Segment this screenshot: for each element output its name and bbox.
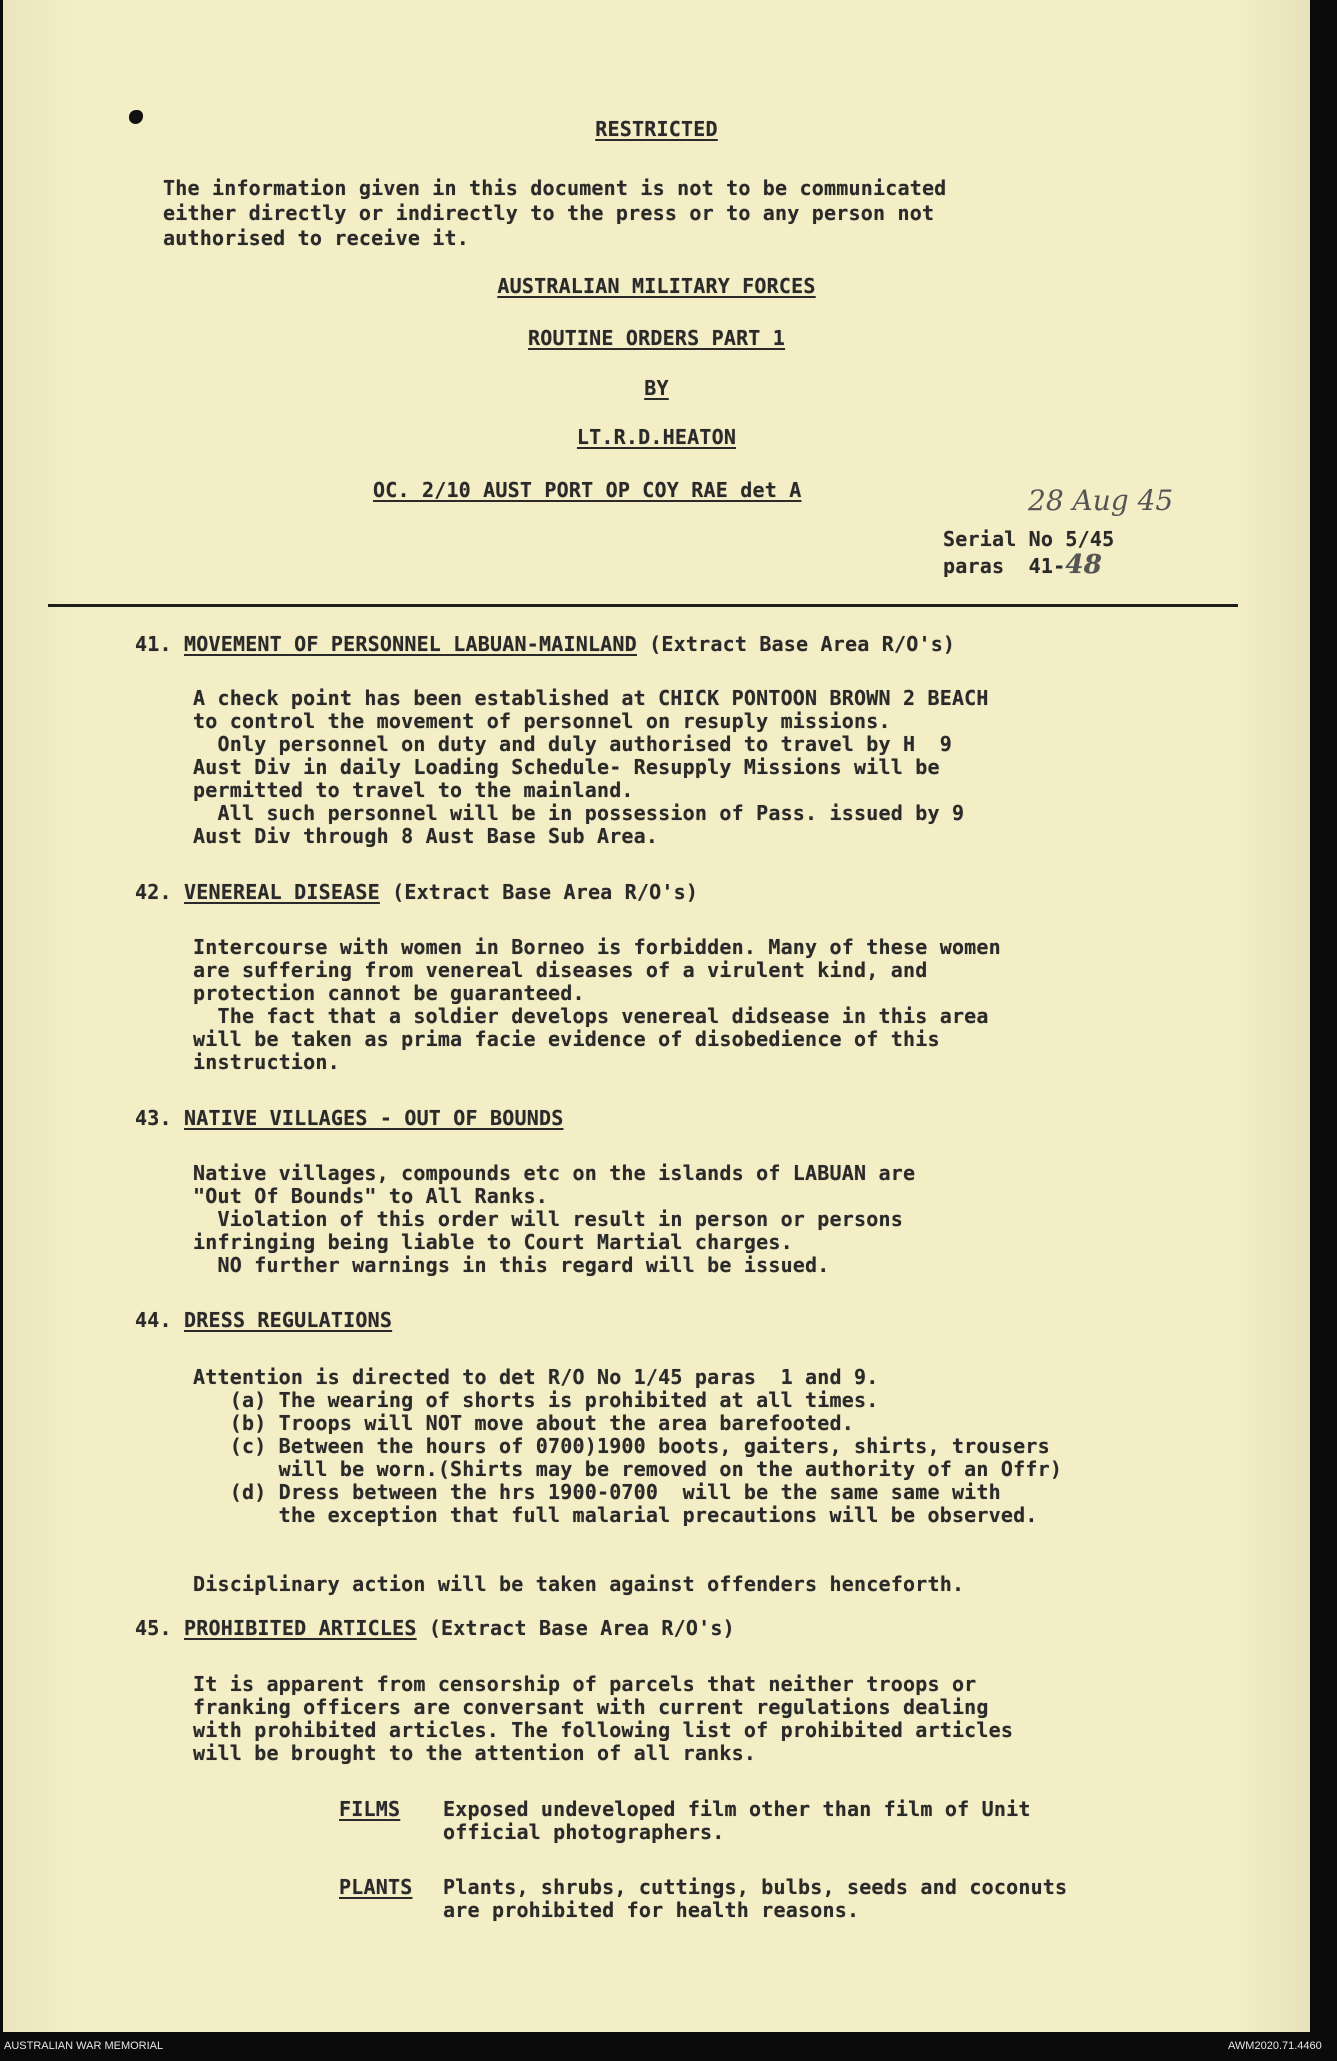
classification-heading: RESTRICTED (595, 117, 718, 141)
header-divider (48, 604, 1238, 607)
para-42-line: protection cannot be guaranteed. (193, 981, 585, 1005)
para-44-line: will be worn.(Shirts may be removed on the authority of an Offr) (193, 1457, 1063, 1481)
para-45-heading-line (135, 1616, 735, 1641)
para-41-line: permitted to travel to the mainland. (193, 778, 634, 802)
para-44-heading: DRESS REGULATIONS (183, 1308, 393, 1332)
para-44-line: (a) The wearing of shorts is prohibited at all times. (193, 1388, 879, 1412)
para-42-line: will be taken as prima facie evidence of disobedience of this (193, 1027, 940, 1051)
para-45-number: 45. (135, 1616, 172, 1640)
para-44-line: (d) Dress between the hrs 1900-0700 will be the same same with (193, 1480, 1001, 1504)
para-41-line: Only personnel on duty and duly authorised to travel by H 9 (193, 732, 952, 756)
title-unit-text: OC. 2/10 AUST PORT OP COY RAE det A (373, 478, 802, 502)
para-41-line: A check point has been established at CHICK PONTOON BROWN 2 BEACH (193, 686, 989, 710)
notice-line-3: authorised to receive it. (163, 226, 470, 250)
paras-prefix: paras 41- (943, 554, 1066, 578)
para-41-heading-line (135, 632, 955, 657)
title-by: BY (644, 376, 669, 400)
para-43-line: infringing being liable to Court Martial charges. (193, 1230, 793, 1254)
para-45-source: (Extract Base Area R/O's) (416, 1616, 735, 1640)
item-films-text: official photographers. (443, 1820, 725, 1844)
footer-accession: AWM2020.71.4460 (1228, 2040, 1322, 2052)
notice-line-1: The information given in this document is not to be communicated (163, 176, 947, 200)
para-42-source: (Extract Base Area R/O's) (379, 880, 699, 904)
para-42-heading: VENEREAL DISEASE (183, 880, 380, 904)
para-42-number: 42. (135, 880, 172, 904)
para-44-number: 44. (135, 1308, 172, 1332)
para-44-heading-line (135, 1308, 392, 1333)
item-plants-label: PLANTS (339, 1875, 413, 1899)
para-43-line: NO further warnings in this regard will be issued. (193, 1253, 830, 1277)
para-41-heading: MOVEMENT OF PERSONNEL LABUAN-MAINLAND (183, 632, 637, 656)
para-42-line: instruction. (193, 1050, 340, 1074)
para-43-number: 43. (135, 1106, 172, 1130)
para-45-heading: PROHIBITED ARTICLES (183, 1616, 417, 1640)
document-page (3, 0, 1310, 2032)
para-45-line: with prohibited articles. The following list of prohibited articles (193, 1718, 1014, 1742)
para-42-heading-line (135, 880, 698, 905)
para-41-line: to control the movement of personnel on resuply missions. (193, 709, 891, 733)
para-45-line: franking officers are conversant with current regulations dealing (193, 1695, 989, 1719)
para-43-line: Violation of this order will result in person or persons (193, 1207, 903, 1231)
para-44-line: the exception that full malarial precautions will be observed. (193, 1503, 1038, 1527)
title-forces: AUSTRALIAN MILITARY FORCES (497, 274, 816, 298)
para-41-number: 41. (135, 632, 172, 656)
paras-range (943, 550, 1103, 580)
para-44-line: (b) Troops will NOT move about the area barefooted. (193, 1411, 855, 1435)
paras-handwritten: 48 (1065, 550, 1103, 580)
para-43-heading-line (135, 1106, 563, 1131)
para-42-line: are suffering from venereal diseases of a virulent kind, and (193, 958, 928, 982)
scan-edge (1310, 0, 1337, 2032)
para-45-line: will be brought to the attention of all ranks. (193, 1741, 757, 1765)
para-43-line: "Out Of Bounds" to All Ranks. (193, 1184, 548, 1208)
para-44-line: Disciplinary action will be taken against offenders henceforth. (193, 1572, 965, 1596)
para-44-line: (c) Between the hours of 0700)1900 boots, gaiters, shirts, trousers (193, 1434, 1050, 1458)
item-films-text: Exposed undeveloped film other than film of Unit (443, 1797, 1031, 1821)
para-44-line: Attention is directed to det R/O No 1/45 paras 1 and 9. (193, 1365, 879, 1389)
item-plants-text: are prohibited for health reasons. (443, 1898, 860, 1922)
notice-line-2: either directly or indirectly to the press or to any person not (163, 201, 935, 225)
para-43-line: Native villages, compounds etc on the islands of LABUAN are (193, 1161, 916, 1185)
title-routine-orders: ROUTINE ORDERS PART 1 (527, 326, 786, 350)
title-officer: LT.R.D.HEATON (576, 425, 737, 449)
para-41-line: Aust Div in daily Loading Schedule- Resupply Missions will be (193, 755, 940, 779)
title-unit (373, 478, 801, 503)
para-41-source: (Extract Base Area R/O's) (636, 632, 956, 656)
para-42-line: The fact that a soldier develops venereal didsease in this area (193, 1004, 989, 1028)
item-films-label: FILMS (339, 1797, 401, 1821)
para-41-line: All such personnel will be in possession of Pass. issued by 9 (193, 801, 965, 825)
item-plants-text: Plants, shrubs, cuttings, bulbs, seeds and coconuts (443, 1875, 1068, 1899)
para-42-line: Intercourse with women in Borneo is forbidden. Many of these women (193, 935, 1001, 959)
para-45-line: It is apparent from censorship of parcels that neither troops or (193, 1672, 977, 1696)
para-41-line: Aust Div through 8 Aust Base Sub Area. (193, 824, 659, 848)
handwritten-date: 28 Aug 45 (1028, 484, 1174, 517)
footer-institution: AUSTRALIAN WAR MEMORIAL (4, 2040, 164, 2052)
para-43-heading: NATIVE VILLAGES - OUT OF BOUNDS (183, 1106, 564, 1130)
serial-number: Serial No 5/45 (943, 527, 1115, 551)
